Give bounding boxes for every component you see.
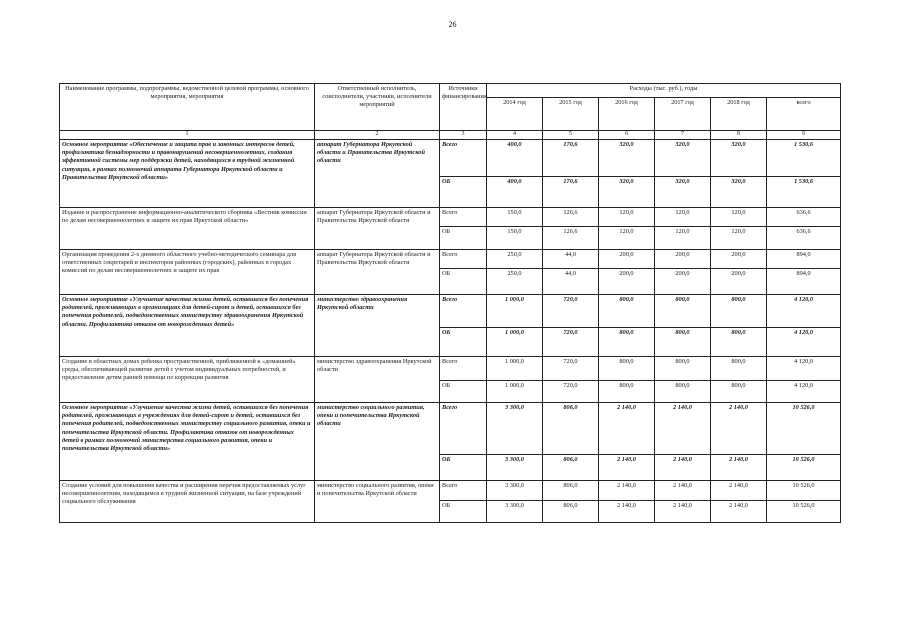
value-cell: 720,0	[543, 328, 599, 357]
table-row	[60, 357, 841, 381]
value-cell: 800,0	[711, 295, 767, 328]
budget-table	[59, 83, 841, 523]
value-cell: 120,0	[655, 227, 711, 250]
table-row	[60, 481, 841, 501]
value-cell: 170,6	[543, 140, 599, 177]
value-cell: 2 140,0	[599, 455, 655, 481]
value-cell: 2 140,0	[711, 501, 767, 523]
value-cell: 2 140,0	[711, 455, 767, 481]
row-source: ОБ	[440, 455, 487, 481]
value-cell: 4 120,0	[767, 357, 841, 381]
value-cell: 10 526,0	[767, 501, 841, 523]
row-executor: министерство социального развития, опеки и попечительства Иркутской области	[315, 481, 440, 523]
column-number: 8	[711, 131, 767, 140]
row-name: Создание условий для повышения качества и расширения перечня предоставляемых услуг несовершеннолетним, находящимся в трудной жизненной ситуации, на базе учреждений социального обслуживания	[60, 481, 315, 523]
value-cell: 720,0	[543, 357, 599, 381]
header-year-2014: 2014 год	[487, 98, 543, 131]
column-number: 9	[767, 131, 841, 140]
header-year-2015: 2015 год	[543, 98, 599, 131]
value-cell: 806,0	[543, 481, 599, 501]
value-cell: 10 526,0	[767, 403, 841, 455]
row-source: Всего	[440, 481, 487, 501]
value-cell: 10 526,0	[767, 455, 841, 481]
table-row	[60, 250, 841, 269]
value-cell: 320,0	[599, 177, 655, 208]
value-cell: 126,6	[543, 208, 599, 227]
value-cell: 636,6	[767, 208, 841, 227]
value-cell: 800,0	[711, 328, 767, 357]
column-number: 6	[599, 131, 655, 140]
value-cell: 10 526,0	[767, 481, 841, 501]
row-source: Всего	[440, 208, 487, 227]
value-cell: 170,6	[543, 177, 599, 208]
column-number: 4	[487, 131, 543, 140]
value-cell: 126,6	[543, 227, 599, 250]
row-source: ОБ	[440, 177, 487, 208]
value-cell: 720,0	[543, 295, 599, 328]
value-cell: 1 000,0	[487, 357, 543, 381]
value-cell: 720,0	[543, 381, 599, 403]
value-cell: 320,0	[599, 140, 655, 177]
row-source: ОБ	[440, 227, 487, 250]
row-source: Всего	[440, 295, 487, 328]
page-number: 26	[448, 20, 457, 29]
value-cell: 2 140,0	[711, 481, 767, 501]
value-cell: 800,0	[599, 295, 655, 328]
row-source: Всего	[440, 250, 487, 269]
value-cell: 806,0	[543, 455, 599, 481]
value-cell: 800,0	[655, 381, 711, 403]
header-executor: Ответственный исполнитель, соисполнители, участники, исполнители мероприятий	[315, 84, 440, 131]
header-source: Источники финансирования	[440, 84, 487, 131]
row-executor: аппарат Губернатора Иркутской области и Правительства Иркутской области	[315, 140, 440, 208]
value-cell: 2 140,0	[655, 403, 711, 455]
row-name: Основное мероприятие «Улучшение качества жизни детей, оставшихся без попечения родителей, проживающих в организациях для детей-сирот и детей, оставшихся без попечения родителей, подведомственных министерству здравоохранения Иркутской области. Профилактика отказов от новорожденных детей»	[60, 295, 315, 357]
value-cell: 4 120,0	[767, 295, 841, 328]
row-name: Организация проведения 2-х дневного областного учебно-методического семинара для ответственных секретарей и инспекторов районных (городских), районных в городах комиссий по делам несовершеннолетних и защите их прав	[60, 250, 315, 295]
header-year-2017: 2017 год	[655, 98, 711, 131]
value-cell: 4 120,0	[767, 328, 841, 357]
row-source: ОБ	[440, 381, 487, 403]
value-cell: 120,0	[599, 227, 655, 250]
value-cell: 2 140,0	[655, 501, 711, 523]
value-cell: 800,0	[655, 295, 711, 328]
value-cell: 1 530,6	[767, 140, 841, 177]
value-cell: 200,0	[599, 250, 655, 269]
header-year-2018: 2018 год	[711, 98, 767, 131]
value-cell: 4 120,0	[767, 381, 841, 403]
table-row	[60, 403, 841, 455]
column-number: 1	[60, 131, 315, 140]
header-name: Наименование программы, подпрограммы, ведомственной целевой программы, основного мероприятия, мероприятия	[60, 84, 315, 131]
table-row	[60, 295, 841, 328]
value-cell: 2 140,0	[599, 481, 655, 501]
value-cell: 150,0	[487, 208, 543, 227]
value-cell: 150,0	[487, 227, 543, 250]
value-cell: 806,0	[543, 501, 599, 523]
value-cell: 200,0	[655, 250, 711, 269]
column-number: 3	[440, 131, 487, 140]
row-name: Создание в областных домах ребенка пространственной, приближенной к «домашней» среды, обеспечивающей развитие детей с учетом индивидуальных потребностей, и предоставление детям ранней помощи по коррекции развития	[60, 357, 315, 403]
value-cell: 120,0	[711, 208, 767, 227]
value-cell: 400,0	[487, 140, 543, 177]
header-year-2016: 2016 год	[599, 98, 655, 131]
value-cell: 1 000,0	[487, 328, 543, 357]
value-cell: 800,0	[711, 357, 767, 381]
row-name: Издание и распространение информационно-аналитического сборника «Вестник комиссии по делам несовершеннолетних и защите их прав Иркутской области»	[60, 208, 315, 250]
column-number: 2	[315, 131, 440, 140]
value-cell: 800,0	[599, 357, 655, 381]
value-cell: 1 000,0	[487, 295, 543, 328]
value-cell: 200,0	[655, 269, 711, 295]
row-name: Основное мероприятие «Обеспечение и защита прав и законных интересов детей, профилактика безнадзорности и правонарушений несовершеннолетних, создания эффективной системы мер поддержки детей, находящихся в трудной жизненной ситуации, в рамках полномочий аппарата Губернатора Иркутской области и Правительства Иркутской области»	[60, 140, 315, 208]
value-cell: 800,0	[711, 381, 767, 403]
value-cell: 3 300,0	[487, 501, 543, 523]
row-source: ОБ	[440, 328, 487, 357]
row-executor: министерство социального развития, опеки и попечительства Иркутской области	[315, 403, 440, 481]
value-cell: 200,0	[711, 250, 767, 269]
row-name: Основное мероприятие «Улучшение качества жизни детей, оставшихся без попечения родителей, проживающих в учреждениях для детей-сирот и детей, оставшихся без попечения родителей, подведомственных министерству социального развития, опеки и попечительства Иркутской области. Профилактика отказов от новорожденных детей в рамках полномочий министерства социального развития, опеки и попечительства Иркутской области»	[60, 403, 315, 481]
row-source: Всего	[440, 403, 487, 455]
table-row	[60, 208, 841, 227]
value-cell: 800,0	[599, 381, 655, 403]
value-cell: 400,0	[487, 177, 543, 208]
value-cell: 320,0	[711, 177, 767, 208]
value-cell: 800,0	[655, 328, 711, 357]
value-cell: 2 140,0	[655, 481, 711, 501]
value-cell: 800,0	[655, 357, 711, 381]
value-cell: 120,0	[711, 227, 767, 250]
value-cell: 3 300,0	[487, 455, 543, 481]
column-number-row	[60, 131, 841, 140]
value-cell: 120,0	[599, 208, 655, 227]
row-source: Всего	[440, 140, 487, 177]
value-cell: 250,0	[487, 269, 543, 295]
value-cell: 894,0	[767, 269, 841, 295]
value-cell: 120,0	[655, 208, 711, 227]
value-cell: 320,0	[711, 140, 767, 177]
value-cell: 320,0	[655, 177, 711, 208]
value-cell: 320,0	[655, 140, 711, 177]
row-source: Всего	[440, 357, 487, 381]
value-cell: 2 140,0	[655, 455, 711, 481]
value-cell: 3 300,0	[487, 403, 543, 455]
value-cell: 200,0	[599, 269, 655, 295]
value-cell: 636,6	[767, 227, 841, 250]
value-cell: 894,0	[767, 250, 841, 269]
value-cell: 2 140,0	[711, 403, 767, 455]
row-executor: министерство здравоохранения Иркутской области	[315, 357, 440, 403]
value-cell: 806,0	[543, 403, 599, 455]
value-cell: 44,0	[543, 250, 599, 269]
table-row	[60, 140, 841, 177]
row-executor: аппарат Губернатора Иркутской области и Правительства Иркутской области	[315, 250, 440, 295]
column-number: 5	[543, 131, 599, 140]
value-cell: 1 530,6	[767, 177, 841, 208]
value-cell: 250,0	[487, 250, 543, 269]
value-cell: 3 300,0	[487, 481, 543, 501]
value-cell: 800,0	[599, 328, 655, 357]
header-expenses: Расходы (тыс. руб.), годы	[487, 84, 841, 98]
value-cell: 2 140,0	[599, 403, 655, 455]
header-total: всего	[767, 98, 841, 131]
row-source: ОБ	[440, 501, 487, 523]
row-executor: министерство здравоохранения Иркутской области	[315, 295, 440, 357]
column-number: 7	[655, 131, 711, 140]
value-cell: 200,0	[711, 269, 767, 295]
row-source: ОБ	[440, 269, 487, 295]
value-cell: 2 140,0	[599, 501, 655, 523]
row-executor: аппарат Губернатора Иркутской области и Правительства Иркутской области	[315, 208, 440, 250]
value-cell: 1 000,0	[487, 381, 543, 403]
value-cell: 44,0	[543, 269, 599, 295]
